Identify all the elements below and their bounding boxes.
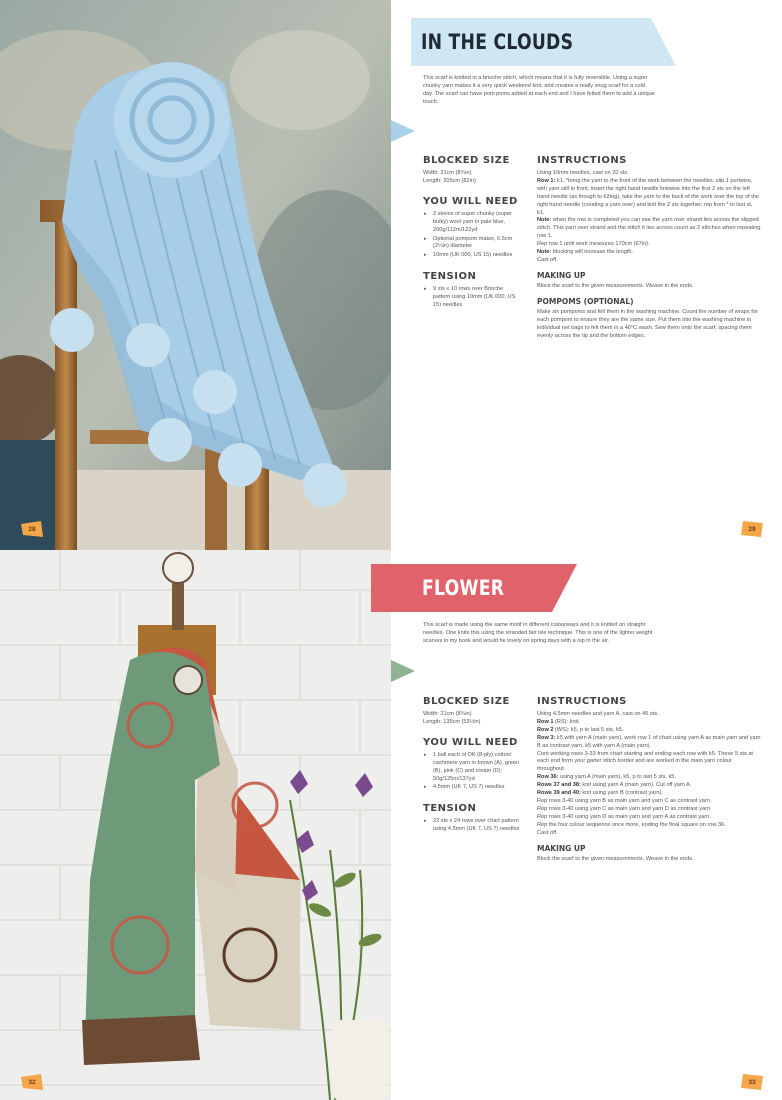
list-item: ▸ 4.5mm (UK 7, US 7) needles xyxy=(423,784,521,792)
instruction-line: Row 1 (RS): knit. xyxy=(537,718,580,725)
section-marker-arrow xyxy=(391,120,415,142)
instruction-line: Cast off. xyxy=(537,256,558,263)
page-number-badge xyxy=(21,1074,43,1090)
blocked-width: Width: 21cm (8¾in) xyxy=(423,711,472,717)
you-will-need-heading: YOU WILL NEED xyxy=(423,195,518,207)
tension-list xyxy=(423,818,521,834)
materials-list xyxy=(423,211,521,260)
making-up-text: Block the scarf to the given measurements. Weave in the ends. xyxy=(537,282,694,289)
blocked-length: Length: 205cm (82in) xyxy=(423,177,476,184)
instruction-line: Using 4.5mm needles and yarn A, cast on 45 sts. xyxy=(537,711,659,717)
instructions-column xyxy=(537,155,761,340)
instructions-heading: INSTRUCTIONS xyxy=(537,155,627,166)
list-item: ▸ Optional pompom maker, 6.5cm (2¼in) diameter xyxy=(423,236,521,252)
intro-text: This scarf is made using the same motif in different colourways and it is knitted on straight needles. One knits this using the stranded fair isle technique. This is one of the lighter weight scarves in my book and would be lovely on spring days with a nip in the air. xyxy=(423,622,653,644)
page-number-badge xyxy=(21,521,43,537)
blue-scarf-illustration xyxy=(0,0,391,550)
instruction-line: Rows 37 and 38: knit using yarn A (main yarn). Cut off yarn A. xyxy=(537,782,692,789)
instruction-line: Row 36: using yarn A (main yarn), k5, p to last 5 sts, k5. xyxy=(537,774,676,781)
instruction-line: Rows 39 and 40: knit using yarn B (contrast yarn). xyxy=(537,790,663,797)
instruction-line: Row 3: k5 with yarn A (main yarn), work row 1 of chart using yarn A as main yarn and yarn B as contrast yarn, k5 with yarn A (main yarn). xyxy=(537,734,761,749)
instruction-line: Row 1: k1, *bring the yarn to the front of the work between the needles, slip 1 purlwise, with yarn still in front, insert the right hand needle knitwise into the first 2 sts on the left hand needle (as though to k2tog), take the yarn to the back of the work over the top of the right hand needle (creating a yarn over) and knit the 2 sts together; rep from * to last st, k1. xyxy=(537,177,760,216)
list-item: ▸ 10mm (UK 000, US 15) needles xyxy=(423,252,521,260)
blocked-length: Length: 135cm (53½in) xyxy=(423,718,481,725)
title-banner xyxy=(411,18,676,66)
pompoms-text: Make six pompoms and felt them in the washing machine. Count the number of wraps for each pompom to ensure they are the same size. Put them into the washing machine in individual net bags to felt them in a 40°C wash. Sew them onto the scarf, spacing them evenly across the tip and the bottom edges. xyxy=(537,308,758,339)
making-up-heading: MAKING UP xyxy=(537,843,586,853)
list-item: ▸ 9 sts x 10 rows over Brioche pattern using 10mm (UK 000, US 15) needles xyxy=(423,286,521,310)
tension-heading: TENSION xyxy=(423,803,477,815)
instruction-line: Rep the four colour sequence once more, ending the final square on row 36. xyxy=(537,821,726,828)
tension-list xyxy=(423,286,521,310)
pompoms-heading: POMPOMS (OPTIONAL) xyxy=(537,296,634,306)
blocked-size-heading: BLOCKED SIZE xyxy=(423,155,510,166)
page-number: 29 xyxy=(748,525,756,533)
page-number: 28 xyxy=(28,525,36,533)
instructions-heading: INSTRUCTIONS xyxy=(537,696,627,707)
instruction-line: Rep rows 3-40 using yarn B as main yarn and yarn C as contrast yarn. xyxy=(537,797,712,804)
title-banner xyxy=(371,564,577,612)
intro-text: This scarf is knitted in a brioche stitch, which means that it is fully reversible. Using a super chunky yarn makes it a very quick weekend knit, and creates a really snug scarf for a cold day. The scarf can have pom poms added at each end and I have felted them to add a unique touch. xyxy=(423,75,655,105)
list-item: ▸ 22 sts x 24 rows over chart pattern using 4.5mm (UK 7, US 7) needles xyxy=(423,818,521,834)
instruction-line: Rep rows 3-40 using yarn D as main yarn and yarn A as contrast yarn. xyxy=(537,813,711,820)
pattern-text-panel xyxy=(391,0,782,550)
flower-scarf-illustration xyxy=(0,550,391,1100)
section-marker-arrow xyxy=(391,660,415,682)
instruction-line: Rep row 1 until work measures 170cm (67in). xyxy=(537,241,650,248)
page-number-badge xyxy=(741,521,763,537)
you-will-need-heading: YOU WILL NEED xyxy=(423,736,518,748)
page-number-badge xyxy=(741,1074,763,1090)
page-number: 33 xyxy=(748,1078,756,1086)
instruction-line: Rep rows 3-40 using yarn C as main yarn and yarn D as contrast yarn. xyxy=(537,805,712,812)
instruction-line: Using 10mm needles, cast on 20 sts. xyxy=(537,170,629,176)
page-title: FLOWER xyxy=(422,576,505,600)
materials-column xyxy=(423,696,521,835)
list-item: ▸ 1 ball each of DK (8-ply) cotton/ cashmere yarn in brown (A), green (B), pink (C) and cream (D); 50g/125m/137yd xyxy=(423,752,521,784)
making-up-text: Block the scarf to the given measurements. Weave in the ends. xyxy=(537,855,694,862)
instruction-line: Cast off. xyxy=(537,829,558,836)
blocked-width: Width: 21cm (8¾in) xyxy=(423,170,472,176)
pattern-flower xyxy=(0,550,782,1100)
page-title: IN THE CLOUDS xyxy=(421,30,574,54)
instruction-line: Row 2 (WS): k5, p to last 5 sts, k5. xyxy=(537,726,624,733)
instruction-line: Cont working rows 3-33 from chart starting and ending each row with k5. These 5 sts at each end form your garter stitch border and are worked in the main yarn colour throughout. xyxy=(537,750,753,773)
instruction-line: Note: when the row is completed you can see the yarn over strand lies across the slipped stitch. This yarn over strand and the stitch it lies across count as 2 stitches when repeating row 1. xyxy=(537,217,761,240)
making-up-heading: MAKING UP xyxy=(537,270,586,280)
materials-column xyxy=(423,155,521,311)
materials-list xyxy=(423,752,521,793)
instructions-column xyxy=(537,696,761,863)
list-item: ▸ 2 skeins of super chunky (super bulky) wool yarn in pale blue, 200g/112m/122yd xyxy=(423,211,521,235)
pattern-text-panel xyxy=(391,550,782,1100)
instruction-line: Note: blocking will increase the length. xyxy=(537,249,634,256)
page-number: 32 xyxy=(28,1078,36,1086)
scarf-photo-blue xyxy=(0,0,391,550)
blocked-size-heading: BLOCKED SIZE xyxy=(423,696,510,707)
scarf-photo-flower xyxy=(0,550,391,1100)
tension-heading: TENSION xyxy=(423,271,477,283)
